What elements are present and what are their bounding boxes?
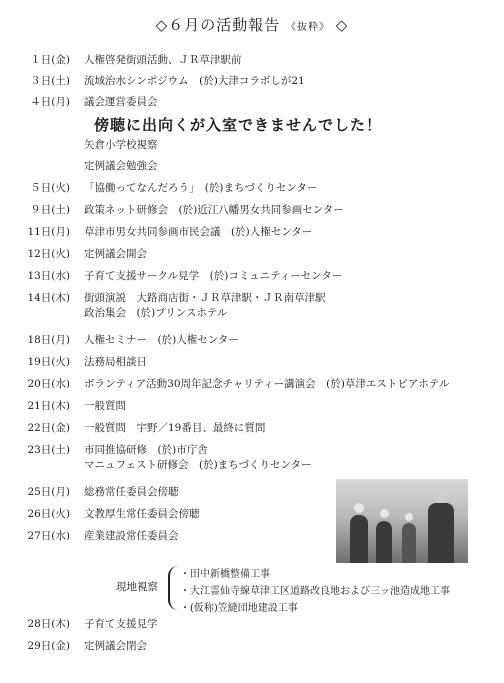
activity-event: 人権啓発街頭活動、ＪＲ草津駅前 [84, 54, 242, 66]
title-sub: 《抜粋》 [286, 22, 330, 33]
activity-event: 「協働ってなんだろう」 (於)まちづくりセンター [84, 182, 318, 194]
activity-date: ４日(月) [30, 96, 70, 108]
title-end: ◇ [335, 16, 349, 34]
activity-date: 14日(木) [27, 292, 70, 304]
site-visit-item: ・大江霊仙寺線草津工区道路改良地および三ッ池造成地工事 [180, 586, 450, 597]
activity-event: ボランティア活動30周年記念チャリティー講演会 (於)草津エストピアホテル [84, 378, 450, 390]
activity-event: 政策ネット研修会 (於)近江八幡男女共同参画センター [84, 204, 344, 216]
title-main: ◇６月の活動報告 [155, 16, 281, 34]
activity-event: 子育て支援見学 [84, 618, 158, 630]
activity-event: 子育て支援サークル見学 (於)コミュニティーセンター [84, 270, 343, 282]
activity-date: 29日(金) [27, 640, 70, 652]
activity-event-line2: 政治集会 (於)プリンスホテル [84, 307, 228, 319]
activity-event: 法務局相談日 [84, 356, 147, 368]
activity-event: 草津市男女共同参画市民会議 (於)人権センター [84, 226, 313, 238]
activity-date: ５日(火) [30, 182, 70, 194]
activity-event: 人権セミナー (於)人権センター [84, 334, 239, 346]
site-visit-item: ・(仮称)笠縫団地建設工事 [180, 603, 298, 614]
activity-event: 流域治水シンポジウム (於)大津コラボしが21 [84, 75, 305, 87]
activity-event: 矢倉小学校視察 [84, 139, 158, 151]
activity-event: 街頭演説 大路商店街・ＪＲ草津駅・ＪＲ南草津駅 [84, 292, 326, 304]
activity-date: 21日(木) [27, 400, 70, 412]
activity-date: １日(金) [30, 54, 70, 66]
activity-event: 市同推協研修 (於)市庁舎 [84, 444, 208, 456]
activity-date: 19日(火) [27, 356, 70, 368]
activity-date: 18日(月) [27, 334, 70, 346]
notice-text: 傍聴に出向くが入室できませんでした！ [94, 116, 383, 134]
activity-event: 総務常任委員会傍聴 [84, 486, 179, 498]
activity-date: ９日(土) [30, 204, 70, 216]
site-visit-bracket [168, 566, 180, 610]
activity-date: 22日(金) [27, 422, 70, 434]
site-visit-item: ・田中新橋整備工事 [180, 569, 270, 580]
activity-event: 文教厚生常任委員会傍聴 [84, 508, 200, 520]
activity-date: 23日(土) [27, 444, 70, 456]
activity-date: 12日(火) [27, 248, 70, 260]
activity-event-line2: マニュフェスト研修会 (於)まちづくりセンター [84, 459, 312, 471]
activity-date: 25日(月) [27, 486, 70, 498]
page-title [0, 14, 504, 35]
activity-date: ３日(土) [30, 75, 70, 87]
activity-event: 産業建設常任委員会 [84, 530, 179, 542]
activity-date: 27日(水) [27, 530, 70, 542]
activity-date: 20日(水) [27, 378, 70, 390]
activity-event: 一般質問 宇野／19番目、最終に質問 [84, 422, 266, 434]
site-visit-label: 現地視察 [116, 581, 158, 593]
activity-event: 定例議会開会 [84, 248, 147, 260]
activity-event: 一般質問 [84, 400, 126, 412]
activity-date: 11日(月) [27, 226, 70, 238]
activity-date: 26日(火) [27, 508, 70, 520]
activity-date: 28日(木) [27, 618, 70, 630]
activity-event: 議会運営委員会 [84, 96, 158, 108]
activity-event: 定例議会閉会 [84, 640, 147, 652]
activity-event: 定例議会勉強会 [84, 160, 158, 172]
activity-date: 13日(水) [27, 270, 70, 282]
site-visit-photo [336, 479, 468, 563]
